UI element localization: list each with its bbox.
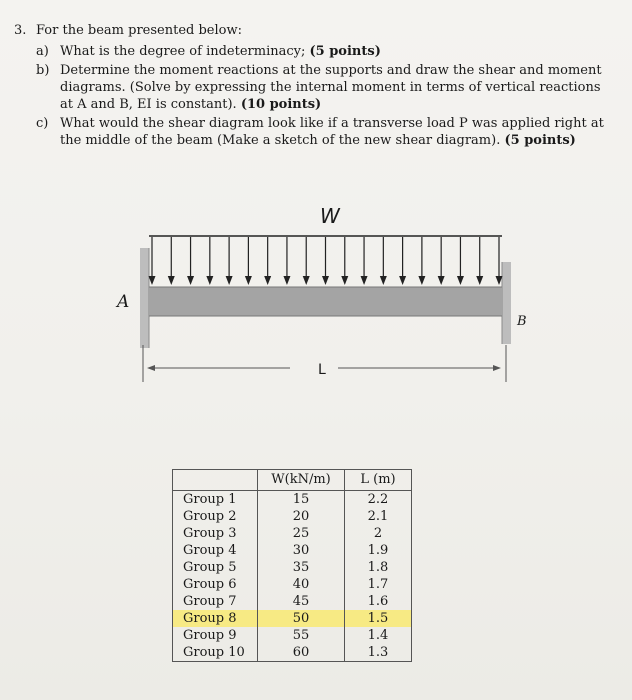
l-cell: 1.3 [345,644,412,662]
table-row [173,525,412,542]
load-arrow [283,237,290,285]
load-arrow [476,237,483,285]
load-arrow [206,237,213,285]
part-points: (10 points) [240,97,322,112]
w-cell: 50 [258,610,345,627]
table-row [173,627,412,644]
w-cell: 30 [258,542,345,559]
support-b-label: B [517,314,527,329]
table-row [173,559,412,576]
beam-body [149,287,502,316]
load-arrow [457,237,464,285]
load-arrow [496,237,503,285]
w-cell: 45 [258,593,345,610]
part-letter: a) [36,44,49,59]
table-row [173,593,412,610]
load-arrow [168,237,175,285]
question-number: 3. [14,23,27,38]
l-cell: 2 [345,525,412,542]
w-cell: 35 [258,559,345,576]
l-cell: 1.6 [345,593,412,610]
load-arrow [341,237,348,285]
load-arrow [399,237,406,285]
table-row [173,644,412,662]
load-label: W [320,204,340,228]
w-cell: 15 [258,491,345,509]
table-header-l: L (m) [345,470,412,491]
table-body [173,491,412,662]
load-arrow [149,237,156,285]
group-cell: Group 10 [173,644,258,662]
support-a-label: A [117,292,130,312]
question-intro: For the beam presented below: [36,23,242,38]
group-cell: Group 7 [173,593,258,610]
support-b-wall [502,262,511,344]
support-a-wall [140,248,149,348]
table-header-w: W(kN/m) [258,470,345,491]
group-cell: Group 9 [173,627,258,644]
table-row [173,508,412,525]
load-arrow [303,237,310,285]
part-points: (5 points) [504,133,576,148]
l-cell: 1.5 [345,610,412,627]
table-row [173,610,412,627]
w-cell: 40 [258,576,345,593]
group-cell: Group 6 [173,576,258,593]
l-cell: 1.7 [345,576,412,593]
load-arrow [418,237,425,285]
group-cell: Group 4 [173,542,258,559]
w-cell: 55 [258,627,345,644]
l-cell: 1.9 [345,542,412,559]
table-header-row [173,470,412,491]
part-letter: b) [36,63,50,78]
load-arrow [438,237,445,285]
part-body: What is the degree of indeterminacy; [60,44,310,59]
table-row [173,491,412,509]
load-arrow [187,237,194,285]
w-cell: 20 [258,508,345,525]
load-arrow [361,237,368,285]
l-cell: 1.4 [345,627,412,644]
part-body: Determine the moment reactions at the supports and draw the shear and moment diagrams. (Solve by expressing the internal moment in terms of vertical reactions at A and B, EI is constant). [60,63,602,112]
table-header-blank [173,470,258,491]
part-letter: c) [36,116,49,131]
table-row [173,542,412,559]
table-row [173,576,412,593]
group-cell: Group 3 [173,525,258,542]
load-arrow [245,237,252,285]
part-points: (5 points) [309,44,381,59]
load-arrow [226,237,233,285]
load-arrow [380,237,387,285]
load-arrow [322,237,329,285]
l-cell: 2.1 [345,508,412,525]
group-cell: Group 1 [173,491,258,509]
span-label: L [318,362,326,378]
load-arrow [264,237,271,285]
w-cell: 60 [258,644,345,662]
group-cell: Group 2 [173,508,258,525]
w-cell: 25 [258,525,345,542]
group-cell: Group 5 [173,559,258,576]
group-data-table [172,469,412,662]
l-cell: 2.2 [345,491,412,509]
distributed-load-arrows [149,237,503,285]
l-cell: 1.8 [345,559,412,576]
part-body: What would the shear diagram look like if a transverse load P was applied right at the middle of the beam (Make a sketch of the new shear diagram). [60,116,604,148]
group-cell: Group 8 [173,610,258,627]
